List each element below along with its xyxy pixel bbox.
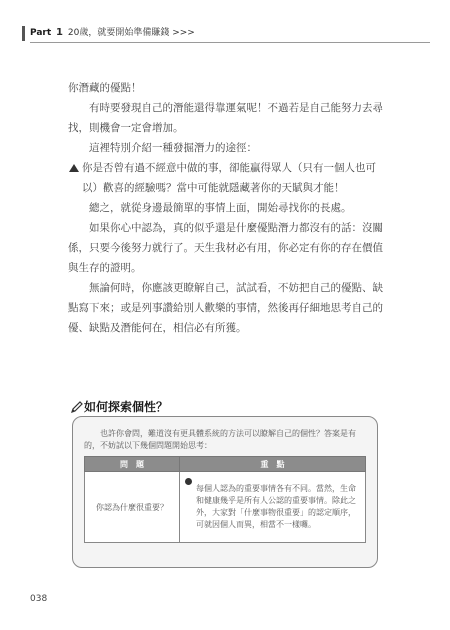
paragraph: 這裡特別介紹一種發掘潛力的途徑： <box>89 142 257 154</box>
table-header-question: 問 題 <box>85 457 180 472</box>
box-intro: 也許你會問，難道沒有更具體系統的方法可以瞭解自己的個性？答案是有的，不妨試以下幾個問題開始思考： <box>84 429 356 450</box>
paragraph: 總之，就從身邊最簡單的事情上面，開始尋找你的長處。 <box>89 202 352 214</box>
pencil-icon <box>70 400 84 414</box>
paragraph: 無論何時，你應該更瞭解自己，試試看，不妨把自己的優點、缺點寫下來；或是列事讚給別人歡樂的事情，然後再仔細地思考自己的優、缺點及潛能何在，相信必有所獲。 <box>68 282 383 334</box>
section-title: 如何探索個性？ <box>84 400 169 414</box>
answer-text: 每個人認為的重要事情各有不同。當然，生命和健康幾乎是所有人公認的重要事情。除此之外，大家對「什麼事物很重要」的認定順序，可就因個人而異，相當不一樣囉。 <box>196 484 356 529</box>
running-header <box>30 26 430 43</box>
bullet-item <box>68 158 386 198</box>
header-part-label: Part <box>30 28 52 38</box>
bullet-text: 你是否曾有過不經意中做的事，卻能贏得眾人（只有一個人也可以）歡喜的經驗嗎？當中可能就隱藏著你的天賦與才能！ <box>82 162 376 194</box>
table-row <box>85 472 366 543</box>
paragraph: 你潛藏的優點！ <box>68 82 142 94</box>
paragraph: 如果你心中認為，真的似乎還是什麼優點潛力都沒有的話：沒關係，只要今後努力就行了。天生我材必有用，你必定有你的存在價值與生存的證明。 <box>68 222 383 274</box>
paragraph: 有時要發現自己的潛能還得靠運氣呢！不過若是自己能努力去尋找，則機會一定會增加。 <box>68 102 383 134</box>
header-chapter-title: 20歲，就要開始準備賺錢 >>> <box>67 28 195 38</box>
question-table <box>84 456 366 543</box>
dot-bullet-icon <box>185 478 192 485</box>
page-number: 038 <box>30 594 48 604</box>
triangle-bullet-icon <box>69 164 79 172</box>
table-header-row <box>85 457 366 472</box>
body-text-top <box>68 78 386 338</box>
table-cell-answer <box>180 472 366 543</box>
header-part-number: 1 <box>56 27 64 38</box>
table-header-point: 重 點 <box>180 457 366 472</box>
table-cell-question: 你認為什麼很重要？ <box>85 472 180 543</box>
header-bar <box>22 26 25 41</box>
